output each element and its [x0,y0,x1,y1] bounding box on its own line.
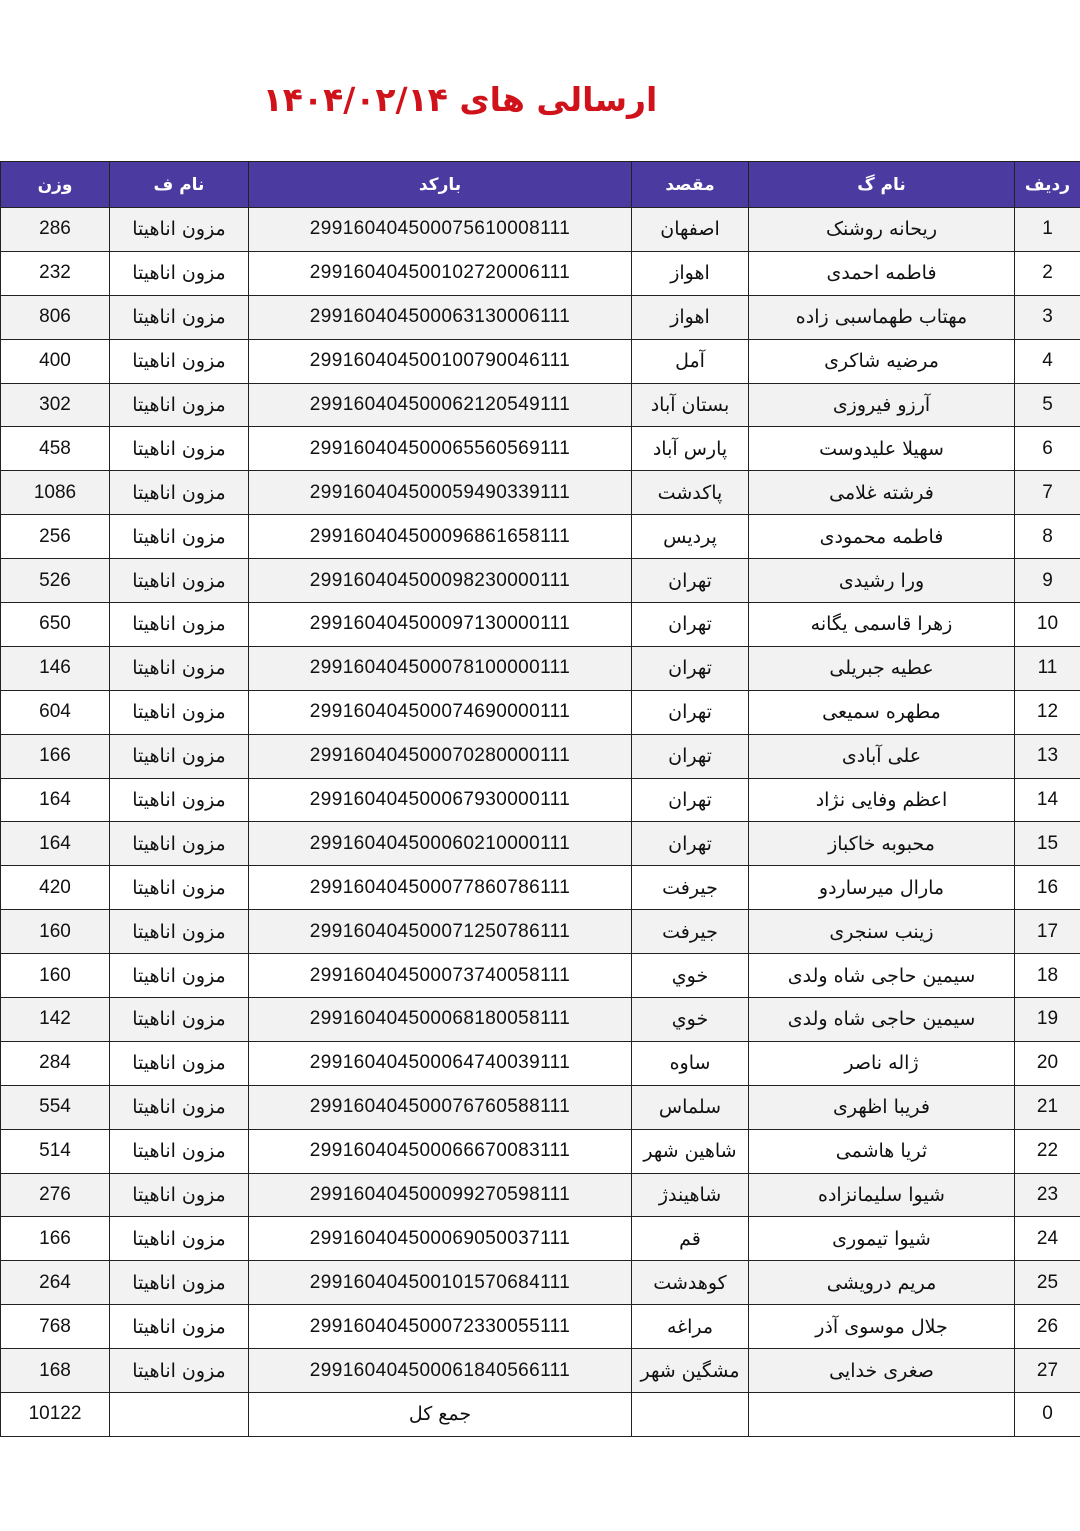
cell-recipient: مطهره سمیعی [749,690,1015,734]
cell-barcode: 299160404500059490339111 [249,471,632,515]
cell-recipient: علی آبادی [749,734,1015,778]
cell-sender: مزون اناهیتا [110,954,249,998]
table-row [1,603,1080,647]
cell-sender: مزون اناهیتا [110,1173,249,1217]
header-recipient: نام گ [749,162,1015,208]
cell-row-number: 6 [1015,427,1080,471]
page-title: ارسالی های ۱۴۰۴/۰۲/۱۴ [262,80,658,119]
cell-barcode: 299160404500074690000111 [249,690,632,734]
cell-weight: 160 [1,954,110,998]
cell-recipient: عطیه جبریلی [749,646,1015,690]
cell-barcode: 299160404500060210000111 [249,822,632,866]
total-label: جمع کل [249,1393,632,1437]
cell-recipient: مرضیه شاکری [749,339,1015,383]
table-row [1,1261,1080,1305]
table-row [1,515,1080,559]
cell-row-number: 23 [1015,1173,1080,1217]
cell-destination: مراغه [632,1305,749,1349]
cell-weight: 166 [1,734,110,778]
cell-barcode: 299160404500075610008111 [249,208,632,252]
cell-destination: شاهین شهر [632,1129,749,1173]
table-row [1,646,1080,690]
header-destination: مقصد [632,162,749,208]
header-weight: وزن [1,162,110,208]
cell-weight: 526 [1,559,110,603]
cell-destination: بستان آباد [632,383,749,427]
table-row [1,998,1080,1042]
cell-destination: کوهدشت [632,1261,749,1305]
cell-weight: 286 [1,208,110,252]
table-row [1,339,1080,383]
cell-destination: سلماس [632,1085,749,1129]
cell-row-number: 10 [1015,603,1080,647]
cell-recipient: سیمین حاجی شاه ولدی [749,998,1015,1042]
cell-sender: مزون اناهیتا [110,559,249,603]
cell-barcode: 299160404500068180058111 [249,998,632,1042]
cell-recipient: اعظم وفایی نژاد [749,778,1015,822]
cell-destination: پاکدشت [632,471,749,515]
cell-row-number: 5 [1015,383,1080,427]
cell-recipient: فریبا اظهری [749,1085,1015,1129]
cell-weight: 160 [1,910,110,954]
cell-destination: خوي [632,998,749,1042]
table-row [1,690,1080,734]
cell-row-number: 4 [1015,339,1080,383]
cell-recipient: ژاله ناصر [749,1041,1015,1085]
total-recipient-empty [749,1393,1015,1437]
cell-destination: آمل [632,339,749,383]
cell-barcode: 299160404500064740039111 [249,1041,632,1085]
cell-barcode: 299160404500096861658111 [249,515,632,559]
table-row [1,866,1080,910]
cell-destination: تهران [632,559,749,603]
cell-weight: 264 [1,1261,110,1305]
cell-weight: 604 [1,690,110,734]
cell-sender: مزون اناهیتا [110,1349,249,1393]
cell-destination: تهران [632,603,749,647]
cell-weight: 514 [1,1129,110,1173]
total-destination-empty [632,1393,749,1437]
cell-sender: مزون اناهیتا [110,998,249,1042]
table-row [1,1305,1080,1349]
cell-destination: مشگین شهر [632,1349,749,1393]
cell-weight: 420 [1,866,110,910]
cell-sender: مزون اناهیتا [110,339,249,383]
cell-destination: جیرفت [632,910,749,954]
cell-weight: 768 [1,1305,110,1349]
cell-recipient: شیوا تیموری [749,1217,1015,1261]
cell-sender: مزون اناهیتا [110,1305,249,1349]
cell-barcode: 299160404500062120549111 [249,383,632,427]
header-barcode: بارکد [249,162,632,208]
cell-row-number: 21 [1015,1085,1080,1129]
table-body [1,208,1080,1437]
cell-sender: مزون اناهیتا [110,1129,249,1173]
cell-row-number: 24 [1015,1217,1080,1261]
cell-sender: مزون اناهیتا [110,866,249,910]
cell-recipient: ریحانه روشنک [749,208,1015,252]
cell-sender: مزون اناهیتا [110,208,249,252]
table-row [1,822,1080,866]
cell-barcode: 299160404500065560569111 [249,427,632,471]
cell-recipient: محبوبه خاکباز [749,822,1015,866]
cell-destination: تهران [632,822,749,866]
cell-sender: مزون اناهیتا [110,778,249,822]
total-row [1,1393,1080,1437]
cell-barcode: 299160404500097130000111 [249,603,632,647]
cell-weight: 164 [1,778,110,822]
cell-row-number: 18 [1015,954,1080,998]
cell-sender: مزون اناهیتا [110,1217,249,1261]
cell-recipient: زینب سنجری [749,910,1015,954]
table-row [1,1129,1080,1173]
cell-barcode: 299160404500101570684111 [249,1261,632,1305]
cell-weight: 302 [1,383,110,427]
cell-row-number: 9 [1015,559,1080,603]
total-row-number: 0 [1015,1393,1080,1437]
cell-barcode: 299160404500061840566111 [249,1349,632,1393]
cell-destination: شاهیندژ [632,1173,749,1217]
cell-weight: 1086 [1,471,110,515]
cell-recipient: سهیلا علیدوست [749,427,1015,471]
table-row [1,1217,1080,1261]
cell-barcode: 299160404500067930000111 [249,778,632,822]
cell-barcode: 299160404500071250786111 [249,910,632,954]
cell-barcode: 299160404500077860786111 [249,866,632,910]
cell-sender: مزون اناهیتا [110,910,249,954]
table-row [1,427,1080,471]
table-row [1,295,1080,339]
table-row [1,1349,1080,1393]
cell-recipient: صغری خدایی [749,1349,1015,1393]
cell-recipient: ثریا هاشمی [749,1129,1015,1173]
table-row [1,383,1080,427]
cell-barcode: 299160404500066670083111 [249,1129,632,1173]
table-row [1,1085,1080,1129]
cell-row-number: 15 [1015,822,1080,866]
cell-row-number: 12 [1015,690,1080,734]
cell-row-number: 1 [1015,208,1080,252]
table-row [1,559,1080,603]
cell-destination: اصفهان [632,208,749,252]
table-row [1,1173,1080,1217]
cell-destination: پردیس [632,515,749,559]
cell-recipient: سیمین حاجی شاه ولدی [749,954,1015,998]
cell-barcode: 299160404500076760588111 [249,1085,632,1129]
cell-barcode: 299160404500099270598111 [249,1173,632,1217]
cell-sender: مزون اناهیتا [110,1041,249,1085]
cell-row-number: 26 [1015,1305,1080,1349]
cell-sender: مزون اناهیتا [110,471,249,515]
cell-sender: مزون اناهیتا [110,251,249,295]
cell-sender: مزون اناهیتا [110,690,249,734]
cell-row-number: 8 [1015,515,1080,559]
cell-row-number: 13 [1015,734,1080,778]
cell-row-number: 11 [1015,646,1080,690]
cell-destination: جیرفت [632,866,749,910]
cell-destination: اهواز [632,251,749,295]
cell-weight: 256 [1,515,110,559]
table-row [1,471,1080,515]
cell-destination: پارس آباد [632,427,749,471]
shipments-table [0,161,1080,1437]
cell-destination: اهواز [632,295,749,339]
cell-barcode: 299160404500063130006111 [249,295,632,339]
cell-weight: 166 [1,1217,110,1261]
cell-destination: تهران [632,646,749,690]
cell-recipient: ورا رشیدی [749,559,1015,603]
cell-row-number: 3 [1015,295,1080,339]
table-row [1,251,1080,295]
cell-weight: 650 [1,603,110,647]
total-sender-empty [110,1393,249,1437]
table-row [1,734,1080,778]
cell-weight: 142 [1,998,110,1042]
cell-sender: مزون اناهیتا [110,295,249,339]
cell-recipient: مهتاب طهماسبی زاده [749,295,1015,339]
header-sender: نام ف [110,162,249,208]
cell-weight: 458 [1,427,110,471]
cell-recipient: شیوا سلیمانزاده [749,1173,1015,1217]
table-row [1,778,1080,822]
total-weight: 10122 [1,1393,110,1437]
cell-sender: مزون اناهیتا [110,383,249,427]
cell-barcode: 299160404500098230000111 [249,559,632,603]
cell-barcode: 299160404500100790046111 [249,339,632,383]
cell-barcode: 299160404500072330055111 [249,1305,632,1349]
cell-row-number: 27 [1015,1349,1080,1393]
cell-weight: 232 [1,251,110,295]
table-header-row [1,162,1080,208]
cell-row-number: 16 [1015,866,1080,910]
cell-weight: 276 [1,1173,110,1217]
table-row [1,910,1080,954]
cell-sender: مزون اناهیتا [110,515,249,559]
cell-sender: مزون اناهیتا [110,1085,249,1129]
cell-recipient: فاطمه احمدی [749,251,1015,295]
cell-weight: 164 [1,822,110,866]
cell-destination: قم [632,1217,749,1261]
cell-sender: مزون اناهیتا [110,603,249,647]
cell-row-number: 7 [1015,471,1080,515]
cell-sender: مزون اناهیتا [110,646,249,690]
cell-weight: 146 [1,646,110,690]
cell-recipient: زهرا قاسمی یگانه [749,603,1015,647]
cell-row-number: 20 [1015,1041,1080,1085]
table-row [1,1041,1080,1085]
cell-recipient: آرزو فیروزی [749,383,1015,427]
cell-weight: 400 [1,339,110,383]
cell-destination: تهران [632,734,749,778]
cell-weight: 168 [1,1349,110,1393]
cell-row-number: 25 [1015,1261,1080,1305]
cell-weight: 554 [1,1085,110,1129]
cell-recipient: مریم درویشی [749,1261,1015,1305]
cell-recipient: مارال میرساردو [749,866,1015,910]
cell-row-number: 2 [1015,251,1080,295]
header-row-number: ردیف [1015,162,1080,208]
cell-destination: تهران [632,778,749,822]
cell-row-number: 17 [1015,910,1080,954]
table-row [1,954,1080,998]
cell-sender: مزون اناهیتا [110,427,249,471]
cell-sender: مزون اناهیتا [110,734,249,778]
cell-weight: 284 [1,1041,110,1085]
cell-destination: تهران [632,690,749,734]
cell-row-number: 22 [1015,1129,1080,1173]
cell-weight: 806 [1,295,110,339]
table-row [1,208,1080,252]
cell-sender: مزون اناهیتا [110,1261,249,1305]
cell-recipient: فرشته غلامی [749,471,1015,515]
cell-row-number: 14 [1015,778,1080,822]
cell-barcode: 299160404500069050037111 [249,1217,632,1261]
cell-recipient: جلال موسوی آذر [749,1305,1015,1349]
cell-row-number: 19 [1015,998,1080,1042]
cell-barcode: 299160404500070280000111 [249,734,632,778]
cell-barcode: 299160404500102720006111 [249,251,632,295]
cell-barcode: 299160404500073740058111 [249,954,632,998]
cell-destination: خوي [632,954,749,998]
cell-sender: مزون اناهیتا [110,822,249,866]
cell-recipient: فاطمه محمودی [749,515,1015,559]
cell-barcode: 299160404500078100000111 [249,646,632,690]
cell-destination: ساوه [632,1041,749,1085]
